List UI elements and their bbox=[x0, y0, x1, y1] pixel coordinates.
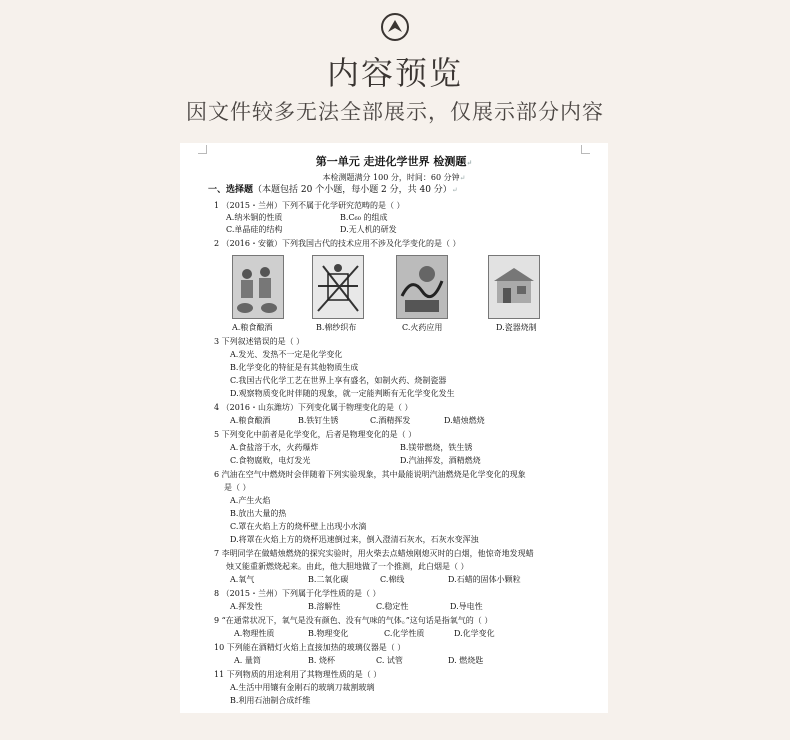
section-heading: 一、选择题（本题包括 20 个小题，每小题 2 分，共 40 分）↵ bbox=[208, 185, 458, 195]
option: C.单晶硅的结构 bbox=[226, 225, 283, 234]
question-line: 8 （2015・兰州）下列属于化学性质的是（ ） bbox=[214, 589, 381, 598]
option: D.观察物质变化时伴随的现象，就一定能判断有无化学变化发生 bbox=[230, 389, 455, 398]
option: A.产生火焰 bbox=[230, 496, 271, 505]
option: C.稳定性 bbox=[376, 602, 409, 611]
option: C.酒精挥发 bbox=[370, 416, 411, 425]
option: B.放出大量的热 bbox=[230, 509, 287, 518]
option: A.物理性质 bbox=[234, 629, 275, 638]
option: A.粮食酿酒 bbox=[230, 416, 271, 425]
question-line: 5 下列变化中前者是化学变化，后者是物理变化的是（ ） bbox=[214, 430, 417, 439]
option: A.生活中用镶有金刚石的玻璃刀裁割玻璃 bbox=[230, 683, 375, 692]
option: A.纳米铜的性质 bbox=[226, 213, 283, 222]
option: A.发光、发热不一定是化学变化 bbox=[230, 350, 343, 359]
document-page bbox=[180, 143, 608, 713]
option: D.汽油挥发，酒精燃烧 bbox=[400, 456, 481, 465]
option: C.我国古代化学工艺在世界上享有盛名，如制火药、烧制瓷器 bbox=[230, 376, 447, 385]
option: A. 量筒 bbox=[234, 656, 261, 665]
option: B.溶解性 bbox=[308, 602, 341, 611]
option: C.火药应用 bbox=[402, 323, 443, 332]
option: B.棉纱织布 bbox=[316, 323, 357, 332]
option: B.二氧化碳 bbox=[308, 575, 349, 584]
gunpowder-image bbox=[396, 255, 448, 319]
option: C. 试管 bbox=[376, 656, 403, 665]
option: B.物理变化 bbox=[308, 629, 349, 638]
weaving-image bbox=[312, 255, 364, 319]
question-line: 9 “在通常状况下，氧气是没有颜色、没有气味的气体。”这句话是指氧气的（ ） bbox=[214, 616, 493, 625]
option: D.无人机的研发 bbox=[340, 225, 397, 234]
preview-title: 内容预览 bbox=[326, 54, 463, 92]
chevron-up-circle-icon bbox=[380, 12, 410, 42]
option: D.将罩在火焰上方的烧杯迅速倒过来，倒入澄清石灰水，石灰水变浑浊 bbox=[230, 535, 479, 544]
option: B.利用石油制合成纤维 bbox=[230, 696, 311, 705]
doc-title: 第一单元 走进化学世界 检测题↵ bbox=[315, 155, 473, 168]
question-line: 4 （2016・山东潍坊）下列变化属于物理变化的是（ ） bbox=[214, 403, 413, 412]
question-line: 烛又能重新燃烧起来。由此，他大胆地做了一个推测，此白烟是（ ） bbox=[226, 562, 469, 571]
question-line: 3 下列叙述错误的是（ ） bbox=[214, 337, 305, 346]
question-line: 6 汽油在空气中燃烧时会伴随着下列实验现象，其中最能说明汽油燃烧是化学变化的现象 bbox=[214, 470, 526, 479]
option: D.导电性 bbox=[450, 602, 483, 611]
option: C.化学性质 bbox=[384, 629, 425, 638]
question-line: 2 （2016・安徽）下列我国古代的技术应用不涉及化学变化的是（ ） bbox=[214, 239, 461, 248]
option: C.罩在火焰上方的烧杯壁上出现小水滴 bbox=[230, 522, 367, 531]
option: B. 烧杯 bbox=[308, 656, 335, 665]
question-line: 1 （2015・兰州）下列不属于化学研究范畴的是（ ） bbox=[214, 201, 405, 210]
option: A.粮食酿酒 bbox=[232, 323, 273, 332]
option: D.石蜡的固体小颗粒 bbox=[448, 575, 521, 584]
question-line: 是（ ） bbox=[224, 483, 251, 492]
question-line: 10 下列能在酒精灯火焰上直接加热的玻璃仪器是（ ） bbox=[214, 643, 406, 652]
doc-meta: 本检测题满分 100 分，时间：60 分钟↵ bbox=[322, 173, 466, 182]
option: C.棉线 bbox=[380, 575, 405, 584]
option: A.食盐溶于水，火药爆炸 bbox=[230, 443, 319, 452]
option: D.化学变化 bbox=[454, 629, 495, 638]
option: B.铁钉生锈 bbox=[298, 416, 339, 425]
option: D. 燃烧匙 bbox=[448, 656, 484, 665]
preview-subtitle: 因文件较多无法全部展示，仅展示部分内容 bbox=[186, 100, 604, 124]
question-line: 7 李明同学在做蜡烛燃烧的探究实验时，用火柴去点蜡烛刚熄灭时的白烟，他惊奇地发现蜡 bbox=[214, 549, 534, 558]
option: D.瓷器烧制 bbox=[496, 323, 537, 332]
option: A.挥发性 bbox=[230, 602, 263, 611]
option: B.化学变化的特征是有其他物质生成 bbox=[230, 363, 359, 372]
option: C.食物腐败，电灯发光 bbox=[230, 456, 311, 465]
option: B.镁带燃烧，铁生锈 bbox=[400, 443, 473, 452]
option: D.蜡烛燃烧 bbox=[444, 416, 485, 425]
option: A.氧气 bbox=[230, 575, 255, 584]
option: B.C₆₀ 的组成 bbox=[340, 213, 388, 222]
brewing-image bbox=[232, 255, 284, 319]
question-line: 11 下列物质的用途利用了其物理性质的是（ ） bbox=[214, 670, 382, 679]
porcelain-image bbox=[488, 255, 540, 319]
